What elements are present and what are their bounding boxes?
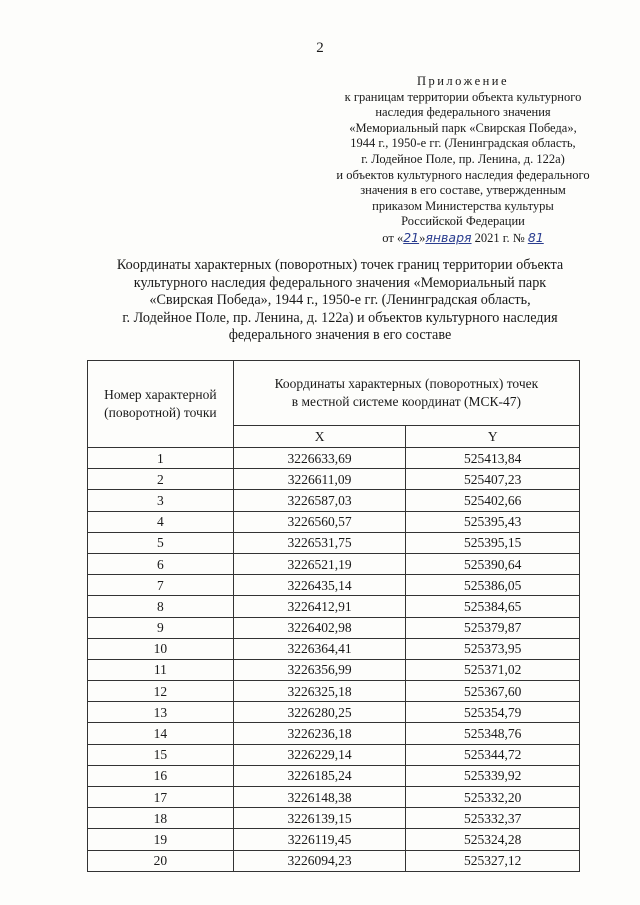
y-coordinate-cell: 525384,65: [406, 596, 580, 617]
table-row: [88, 448, 580, 469]
y-coordinate-cell: 525373,95: [406, 638, 580, 659]
table-row: [88, 829, 580, 850]
table-row: [88, 787, 580, 808]
table-row: [88, 596, 580, 617]
x-coordinate-cell: 3226560,57: [233, 511, 406, 532]
point-number-cell: 14: [88, 723, 234, 744]
table-row: [88, 723, 580, 744]
point-number-cell: 7: [88, 575, 234, 596]
x-coordinate-cell: 3226356,99: [233, 659, 406, 680]
page-number: 2: [316, 40, 324, 56]
point-number-cell: 9: [88, 617, 234, 638]
y-coordinate-cell: 525367,60: [406, 681, 580, 702]
table-row: [88, 808, 580, 829]
date-prefix: от «: [382, 230, 404, 245]
point-number-cell: 11: [88, 659, 234, 680]
point-number-cell: 5: [88, 532, 234, 553]
document-title: [60, 257, 620, 345]
appendix-line: к границам территории объекта культурного: [344, 89, 582, 104]
x-coordinate-cell: 3226435,14: [233, 575, 406, 596]
appendix-line: и объектов культурного наследия федерального: [336, 167, 590, 182]
y-coordinate-cell: 525332,20: [406, 787, 580, 808]
order-number-handwritten: 81: [527, 229, 544, 245]
table-row: [88, 532, 580, 553]
point-number-cell: 2: [88, 469, 234, 490]
point-number-cell: 13: [88, 702, 234, 723]
table-row: [88, 638, 580, 659]
appendix-line: приказом Министерства культуры: [372, 198, 554, 213]
point-number-cell: 19: [88, 829, 234, 850]
coordinates-table: [87, 360, 580, 872]
x-coordinate-cell: 3226236,18: [233, 723, 406, 744]
title-line: культурного наследия федерального значения «Мемориальный парк: [133, 274, 547, 291]
header-line: (поворотной) точки: [104, 405, 217, 420]
appendix-heading: Приложение: [416, 74, 510, 88]
x-coordinate-cell: 3226094,23: [233, 850, 406, 871]
y-coordinate-cell: 525371,02: [406, 659, 580, 680]
title-line: г. Лодейное Поле, пр. Ленина, д. 122а) и объектов культурного наследия: [122, 309, 558, 326]
y-coordinate-cell: 525324,28: [406, 829, 580, 850]
appendix-line: наследия федерального значения: [375, 105, 551, 120]
appendix-line: значения в его составе, утвержденным: [360, 183, 566, 198]
appendix-line: 1944 г., 1950-е гг. (Ленинградская область,: [350, 136, 576, 151]
x-coordinate-cell: 3226611,09: [233, 469, 406, 490]
point-number-cell: 1: [88, 448, 234, 469]
table-row: [88, 490, 580, 511]
title-line: федерального значения в его составе: [228, 327, 452, 343]
x-coordinate-cell: 3226521,19: [233, 553, 406, 574]
x-header: X: [233, 426, 406, 448]
y-coordinate-cell: 525386,05: [406, 575, 580, 596]
point-number-cell: 3: [88, 490, 234, 511]
table-row: [88, 575, 580, 596]
x-coordinate-cell: 3226325,18: [233, 681, 406, 702]
appendix-line: г. Лодейное Поле, пр. Ленина, д. 122а): [361, 151, 565, 166]
date-month-handwritten: января: [425, 229, 472, 245]
x-coordinate-cell: 3226412,91: [233, 596, 406, 617]
table-row: [88, 553, 580, 574]
point-number-cell: 16: [88, 765, 234, 786]
table-row: [88, 744, 580, 765]
x-coordinate-cell: 3226185,24: [233, 765, 406, 786]
table-row: [88, 511, 580, 532]
table-row: [88, 681, 580, 702]
x-coordinate-cell: 3226280,25: [233, 702, 406, 723]
table-row: [88, 659, 580, 680]
order-date-line: [318, 230, 608, 247]
x-coordinate-cell: 3226633,69: [233, 448, 406, 469]
header-line: Номер характерной: [104, 387, 217, 402]
y-coordinate-cell: 525395,43: [406, 511, 580, 532]
table-row: [88, 617, 580, 638]
x-coordinate-cell: 3226148,38: [233, 787, 406, 808]
y-coordinate-cell: 525407,23: [406, 469, 580, 490]
point-number-cell: 18: [88, 808, 234, 829]
y-coordinate-cell: 525348,76: [406, 723, 580, 744]
point-number-cell: 17: [88, 787, 234, 808]
x-coordinate-cell: 3226364,41: [233, 638, 406, 659]
point-number-cell: 10: [88, 638, 234, 659]
table-row: [88, 765, 580, 786]
point-number-cell: 15: [88, 744, 234, 765]
appendix-line: Российской Федерации: [401, 214, 525, 229]
point-number-cell: 6: [88, 553, 234, 574]
x-coordinate-cell: 3226402,98: [233, 617, 406, 638]
y-coordinate-cell: 525395,15: [406, 532, 580, 553]
x-coordinate-cell: 3226229,14: [233, 744, 406, 765]
x-coordinate-cell: 3226587,03: [233, 490, 406, 511]
y-coordinate-cell: 525332,37: [406, 808, 580, 829]
title-line: «Свирская Победа», 1944 г., 1950-е гг. (Ленинградская область,: [149, 292, 531, 308]
y-coordinate-cell: 525327,12: [406, 850, 580, 871]
table-row: [88, 850, 580, 871]
date-year: 2021 г. №: [471, 230, 528, 245]
title-line: Координаты характерных (поворотных) точек границ территории объекта: [116, 257, 564, 273]
y-coordinate-cell: 525344,72: [406, 744, 580, 765]
header-line: в местной системе координат (МСК-47): [291, 394, 522, 409]
point-number-cell: 12: [88, 681, 234, 702]
y-coordinate-cell: 525354,79: [406, 702, 580, 723]
y-coordinate-cell: 525339,92: [406, 765, 580, 786]
table-row: [88, 702, 580, 723]
y-coordinate-cell: 525402,66: [406, 490, 580, 511]
y-coordinate-cell: 525413,84: [406, 448, 580, 469]
y-coordinate-cell: 525379,87: [406, 617, 580, 638]
appendix-block: [318, 74, 608, 247]
x-coordinate-cell: 3226531,75: [233, 532, 406, 553]
x-coordinate-cell: 3226119,45: [233, 829, 406, 850]
header-line: Координаты характерных (поворотных) точек: [274, 376, 539, 391]
point-number-cell: 20: [88, 850, 234, 871]
date-mid: »: [419, 230, 426, 245]
y-header: Y: [406, 426, 580, 448]
date-day-handwritten: 21: [403, 229, 420, 245]
point-number-cell: 4: [88, 511, 234, 532]
appendix-line: «Мемориальный парк «Свирская Победа»,: [349, 120, 577, 135]
point-number-cell: 8: [88, 596, 234, 617]
y-coordinate-cell: 525390,64: [406, 553, 580, 574]
table-row: [88, 469, 580, 490]
point-number-header: [88, 361, 234, 448]
coordinates-header: [233, 361, 579, 426]
x-coordinate-cell: 3226139,15: [233, 808, 406, 829]
